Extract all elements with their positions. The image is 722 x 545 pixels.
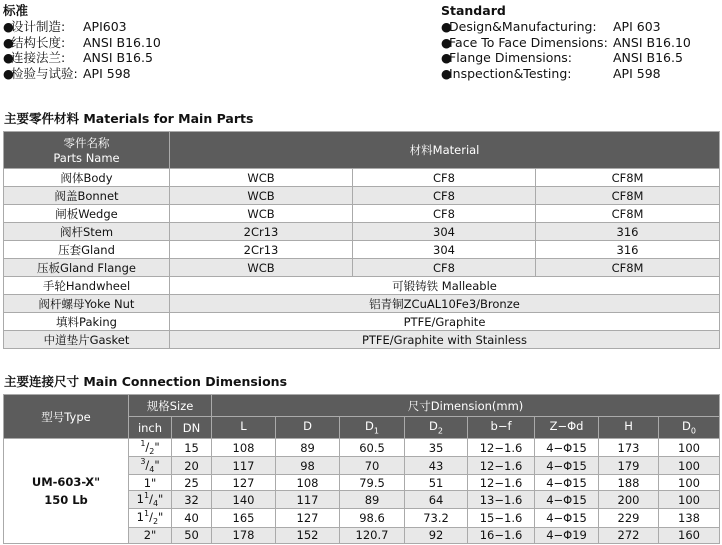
table-row xyxy=(4,169,720,187)
model-line2: 150 Lb xyxy=(44,492,88,507)
materials-table xyxy=(3,131,720,349)
material-value: 304 xyxy=(353,223,536,241)
standard-cn-value: API 598 xyxy=(83,65,131,81)
col-header: $D_1$ xyxy=(340,417,405,439)
table-row xyxy=(4,313,720,331)
standard-en-line xyxy=(441,50,691,66)
parts-name-header-cn: 零件名称 xyxy=(63,136,110,150)
dim-value: 117 xyxy=(212,457,276,475)
col-header: Z−Φd xyxy=(535,417,599,439)
standard-cn-value: API603 xyxy=(83,19,127,34)
size-header: 规格Size xyxy=(129,395,212,417)
part-name: 手轮Handwheel xyxy=(4,277,170,295)
material-value: WCB xyxy=(170,169,353,187)
bullet-icon: ● xyxy=(441,19,452,34)
dim-value: 200 xyxy=(599,491,659,509)
part-name: 闸板Wedge xyxy=(4,205,170,223)
standard-cn-label: 检验与试验: xyxy=(11,65,78,81)
material-value: WCB xyxy=(170,205,353,223)
type-header: 型号Type xyxy=(4,395,129,439)
material-value: CF8M xyxy=(536,169,720,187)
dim-value: 12−1.6 xyxy=(468,439,535,457)
bullet-icon: ● xyxy=(3,65,14,81)
material-value: CF8M xyxy=(536,205,720,223)
inch-value: 1" xyxy=(129,475,172,491)
table-row xyxy=(4,439,720,457)
dim-value: 98 xyxy=(276,457,340,475)
table-row xyxy=(4,205,720,223)
dim-value: 120.7 xyxy=(340,527,405,543)
material-value: 304 xyxy=(353,241,536,259)
col-header: L xyxy=(212,417,276,439)
dimension-header: 尺寸Dimension(mm) xyxy=(212,395,720,417)
bullet-icon: ● xyxy=(441,65,452,81)
model-cell xyxy=(4,439,129,544)
dim-value: 152 xyxy=(276,527,340,543)
standard-cn-label: 结构长度: xyxy=(11,34,66,50)
dn-value: 50 xyxy=(172,527,212,543)
dim-value: 165 xyxy=(212,509,276,527)
dim-value: 160 xyxy=(659,527,720,543)
part-name: 阀体Body xyxy=(4,169,170,187)
material-value: 铝青铜ZCuAL10Fe3/Bronze xyxy=(170,295,720,313)
dim-value: 70 xyxy=(340,457,405,475)
parts-name-header-en: Parts Name xyxy=(53,151,120,165)
standard-en-label: Flange Dimensions: xyxy=(449,50,573,65)
standard-cn-value: ANSI B16.10 xyxy=(83,34,161,50)
dim-value: 127 xyxy=(276,509,340,527)
inch-value: $1^1/_4$" xyxy=(129,491,172,509)
standard-en-value: API 603 xyxy=(613,19,661,34)
inch-value: $^1/_2$" xyxy=(129,439,172,457)
dim-value: 100 xyxy=(659,457,720,475)
part-name: 阀杆Stem xyxy=(4,223,170,241)
inch-value: $1^1/_2$" xyxy=(129,509,172,527)
bullet-icon: ● xyxy=(441,34,452,50)
dim-value: 35 xyxy=(405,439,468,457)
inch-value: $^3/_4$" xyxy=(129,457,172,475)
standard-en-label: Inspection&Testing: xyxy=(449,65,572,81)
dimensions-table xyxy=(3,394,720,544)
table-row xyxy=(4,277,720,295)
dn-value: 25 xyxy=(172,475,212,491)
bullet-icon: ● xyxy=(3,19,14,34)
standard-en-title: Standard xyxy=(441,3,506,18)
dim-value: 64 xyxy=(405,491,468,509)
material-value: 316 xyxy=(536,241,720,259)
material-value: 可锻铸铁 Malleable xyxy=(170,277,720,295)
dim-value: 60.5 xyxy=(340,439,405,457)
table-row xyxy=(4,223,720,241)
dim-value: 117 xyxy=(276,491,340,509)
dim-value: 4−Φ15 xyxy=(535,491,599,509)
standard-en-block xyxy=(441,3,691,81)
dim-value: 108 xyxy=(212,439,276,457)
dim-value: 108 xyxy=(276,475,340,491)
material-value: WCB xyxy=(170,187,353,205)
dim-value: 138 xyxy=(659,509,720,527)
dim-value: 98.6 xyxy=(340,509,405,527)
dim-value: 173 xyxy=(599,439,659,457)
part-name: 阀杆螺母Yoke Nut xyxy=(4,295,170,313)
materials-section-title: 主要零件材料 Materials for Main Parts xyxy=(4,111,254,126)
standard-cn-line xyxy=(3,66,161,82)
standard-en-value: ANSI B16.5 xyxy=(613,50,683,65)
dim-value: 12−1.6 xyxy=(468,457,535,475)
dim-value: 79.5 xyxy=(340,475,405,491)
standard-cn-label: 连接法兰: xyxy=(11,50,66,65)
bullet-icon: ● xyxy=(3,34,14,50)
part-name: 压套Gland xyxy=(4,241,170,259)
standard-en-label: Design&Manufacturing: xyxy=(449,19,597,34)
dimensions-section-title: 主要连接尺寸 Main Connection Dimensions xyxy=(4,374,288,389)
standard-cn-title: 标准 xyxy=(3,3,29,18)
part-name: 中道垫片Gasket xyxy=(4,331,170,349)
dn-value: 40 xyxy=(172,509,212,527)
dim-value: 15−1.6 xyxy=(468,509,535,527)
dim-value: 13−1.6 xyxy=(468,491,535,509)
material-header: 材料Material xyxy=(170,132,720,169)
dim-value: 4−Φ15 xyxy=(535,457,599,475)
material-value: CF8 xyxy=(353,205,536,223)
dim-value: 43 xyxy=(405,457,468,475)
material-value: WCB xyxy=(170,259,353,277)
col-header: $D_2$ xyxy=(405,417,468,439)
col-header: b−f xyxy=(468,417,535,439)
material-value: CF8M xyxy=(536,259,720,277)
dim-value: 51 xyxy=(405,475,468,491)
material-value: 2Cr13 xyxy=(170,241,353,259)
part-name: 压板Gland Flange xyxy=(4,259,170,277)
dim-value: 179 xyxy=(599,457,659,475)
dim-value: 16−1.6 xyxy=(468,527,535,543)
dim-value: 4−Φ15 xyxy=(535,439,599,457)
material-value: CF8 xyxy=(353,187,536,205)
inch-header: inch xyxy=(129,417,172,439)
dn-value: 15 xyxy=(172,439,212,457)
dimensions-header-row xyxy=(4,395,720,417)
material-value: CF8M xyxy=(536,187,720,205)
inch-value: 2" xyxy=(129,527,172,543)
parts-name-header xyxy=(4,132,170,169)
standard-cn-label: 设计制造: xyxy=(11,19,66,34)
material-value: CF8 xyxy=(353,169,536,187)
standard-cn-line xyxy=(3,50,161,66)
table-row xyxy=(4,187,720,205)
material-value: CF8 xyxy=(353,259,536,277)
table-row xyxy=(4,259,720,277)
material-value: PTFE/Graphite with Stainless xyxy=(170,331,720,349)
part-name: 阀盖Bonnet xyxy=(4,187,170,205)
dim-value: 89 xyxy=(276,439,340,457)
dn-value: 32 xyxy=(172,491,212,509)
dim-value: 178 xyxy=(212,527,276,543)
col-header: H xyxy=(599,417,659,439)
dim-value: 4−Φ15 xyxy=(535,475,599,491)
dim-value: 100 xyxy=(659,475,720,491)
part-name: 填料Paking xyxy=(4,313,170,331)
material-value: PTFE/Graphite xyxy=(170,313,720,331)
table-row xyxy=(4,295,720,313)
dim-value: 12−1.6 xyxy=(468,475,535,491)
dim-value: 92 xyxy=(405,527,468,543)
standard-cn-line xyxy=(3,19,161,35)
model-line1: UM-603-X" xyxy=(31,474,101,489)
dim-value: 100 xyxy=(659,491,720,509)
dim-value: 127 xyxy=(212,475,276,491)
dim-value: 73.2 xyxy=(405,509,468,527)
dim-value: 272 xyxy=(599,527,659,543)
dim-value: 140 xyxy=(212,491,276,509)
standard-cn-value: ANSI B16.5 xyxy=(83,50,153,65)
materials-header-row xyxy=(4,132,720,169)
standard-en-label: Face To Face Dimensions: xyxy=(449,34,608,50)
table-row xyxy=(4,241,720,259)
bullet-icon: ● xyxy=(441,50,452,65)
material-value: 2Cr13 xyxy=(170,223,353,241)
dn-header: DN xyxy=(172,417,212,439)
dim-value: 4−Φ15 xyxy=(535,509,599,527)
col-header: $D_0$ xyxy=(659,417,720,439)
table-row xyxy=(4,331,720,349)
col-header: D xyxy=(276,417,340,439)
dn-value: 20 xyxy=(172,457,212,475)
material-value: 316 xyxy=(536,223,720,241)
dim-value: 188 xyxy=(599,475,659,491)
bullet-icon: ● xyxy=(3,50,14,65)
standard-en-line xyxy=(441,35,691,51)
dim-value: 229 xyxy=(599,509,659,527)
standard-en-line xyxy=(441,19,691,35)
standard-en-value: ANSI B16.10 xyxy=(613,34,691,50)
dim-value: 100 xyxy=(659,439,720,457)
standard-en-line xyxy=(441,66,691,82)
dim-value: 4−Φ19 xyxy=(535,527,599,543)
standard-en-value: API 598 xyxy=(613,65,661,81)
standard-cn-block xyxy=(3,3,161,81)
dim-value: 89 xyxy=(340,491,405,509)
standard-cn-line xyxy=(3,35,161,51)
